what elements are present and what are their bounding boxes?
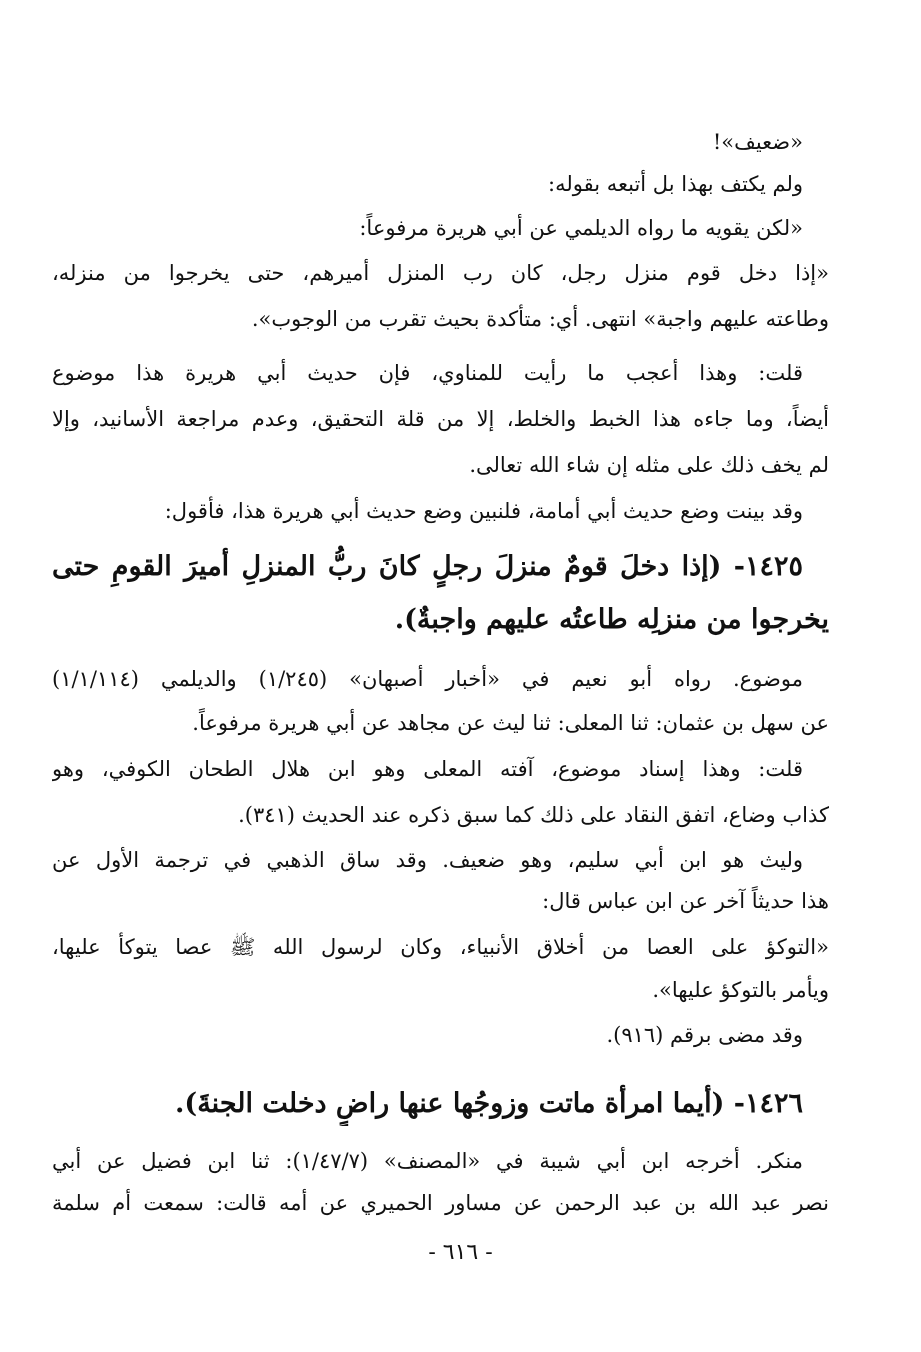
text-line: وقد مضى برقم (٩١٦). [606, 1023, 803, 1047]
hadith-heading: ١٤٢٥- (إذا دخلَ قومٌ منزلَ رجلٍ كانَ ربُّ المنزلِ أميرَ القومِ حتى [52, 551, 803, 582]
text-line: نصر عبد الله بن عبد الرحمن عن مساور الحميري عن أمه قالت: سمعت أم سلمة [52, 1191, 829, 1215]
text-line: ولم يكتف بهذا بل أتبعه بقوله: [548, 172, 803, 196]
text-line: قلت: وهذا إسناد موضوع، آفته المعلى وهو ابن هلال الطحان الكوفي، وهو [52, 757, 803, 781]
text-line: عن سهل بن عثمان: ثنا المعلى: ثنا ليث عن مجاهد عن أبي هريرة مرفوعاً. [192, 711, 829, 735]
text-line: وطاعته عليهم واجبة» انتهى. أي: متأكدة بحيث تقرب من الوجوب». [251, 307, 829, 331]
text-line: أيضاً، وما جاءه هذا الخبط والخلط، إلا من قلة التحقيق، وعدم مراجعة الأسانيد، وإلا [52, 407, 829, 431]
text-line: وليث هو ابن أبي سليم، وهو ضعيف. وقد ساق الذهبي في ترجمة الأول عن [52, 848, 803, 872]
page-number: - ٦١٦ - [428, 1240, 493, 1265]
text-line: موضوع. رواه أبو نعيم في «أخبار أصبهان» (١/٢٤٥) والديلمي (١/١/١١٤) [52, 667, 803, 691]
text-line: وقد بينت وضع حديث أبي أمامة، فلنبين وضع حديث أبي هريرة هذا، فأقول: [164, 499, 803, 523]
text-line: كذاب وضاع، اتفق النقاد على ذلك كما سبق ذكره عند الحديث (٣٤١). [238, 803, 829, 827]
text-line: ويأمر بالتوكؤ عليها». [652, 978, 829, 1002]
text-line: «لكن يقويه ما رواه الديلمي عن أبي هريرة مرفوعاً: [359, 216, 803, 240]
text-line: منكر. أخرجه ابن أبي شيبة في «المصنف» (١/٤٧/٧): ثنا ابن فضيل عن أبي [52, 1149, 803, 1173]
hadith-heading: يخرجوا من منزلِه طاعتُه عليهم واجبةٌ). [394, 604, 829, 635]
text-line: هذا حديثاً آخر عن ابن عباس قال: [542, 889, 829, 913]
text-line: «إذا دخل قوم منزل رجل، كان رب المنزل أميرهم، حتى يخرجوا من منزله، [52, 261, 829, 285]
text-line: لم يخف ذلك على مثله إن شاء الله تعالى. [469, 453, 829, 477]
hadith-heading: ١٤٢٦- (أيما امرأة ماتت وزوجُها عنها راضٍ دخلت الجنةَ). [175, 1088, 803, 1119]
text-line: «التوكؤ على العصا من أخلاق الأنبياء، وكان لرسول الله ﷺ عصا يتوكأ عليها، [52, 935, 829, 959]
text-line: قلت: وهذا أعجب ما رأيت للمناوي، فإن حديث أبي هريرة هذا موضوع [52, 361, 803, 385]
text-line: «ضعيف»! [712, 130, 803, 154]
